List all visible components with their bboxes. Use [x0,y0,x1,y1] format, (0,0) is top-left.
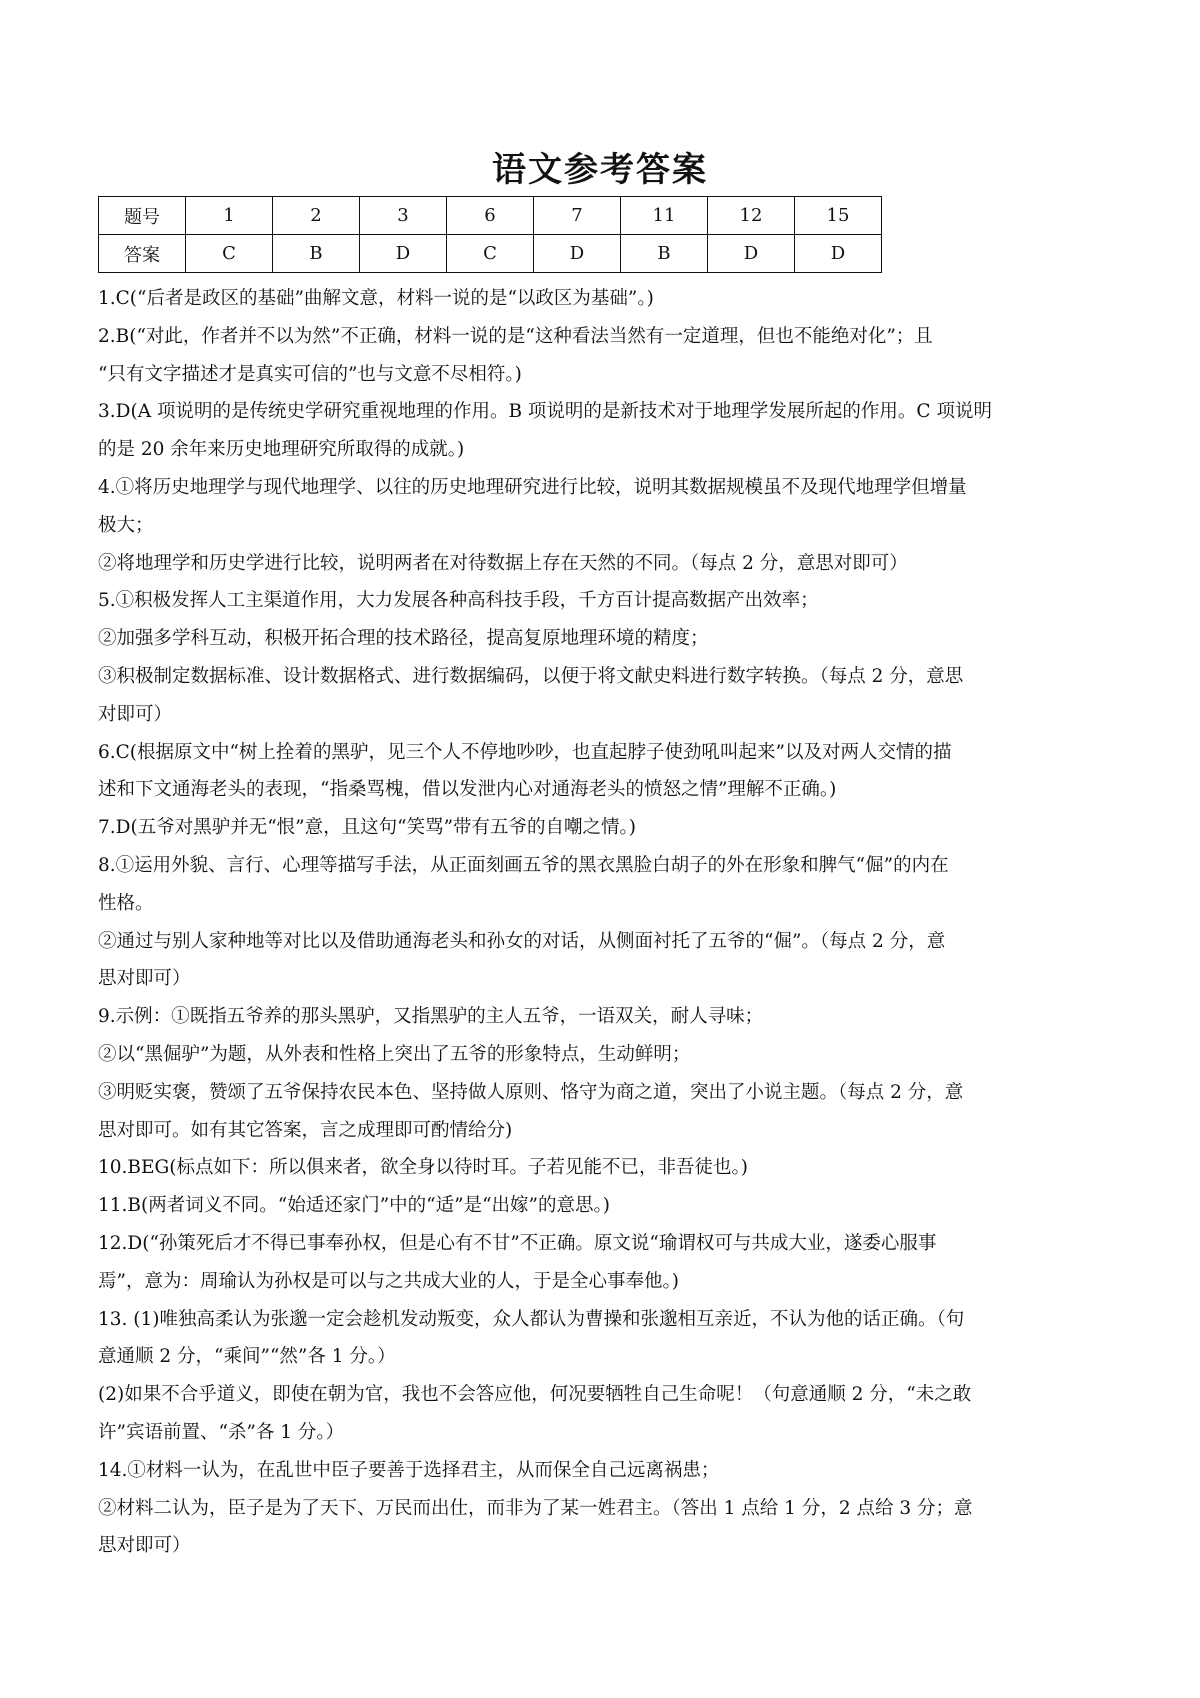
text-line: ②通过与别人家种地等对比以及借助通海老头和孙女的对话，从侧面衬托了五爷的“倔”。（每点 2 分，意 [98,930,946,952]
answer-explanations [98,280,1108,1565]
text-line: ②以“黑倔驴”为题，从外表和性格上突出了五爷的形象特点，生动鲜明； [98,1043,691,1065]
text-line: 12.D(“孙策死后才不得已事奉孙权，但是心有不甘”不正确。原文说“瑜谓权可与共成大业，遂委心服事 [98,1232,937,1254]
text-line: ②加强多学科互动，积极开拓合理的技术路径，提高复原地理环境的精度； [98,628,709,650]
text-line: 14.①材料一认为，在乱世中臣子要善于选择君主，从而保全自己远离祸患； [98,1459,720,1481]
text-line: 思对即可。如有其它答案，言之成理即可酌情给分) [98,1119,513,1141]
text-line: 10.BEG(标点如下：所以俱来者，欲全身以待时耳。子若见能不已，非吾徒也。) [98,1157,748,1179]
page-title: 语文参考答案 [492,150,708,190]
text-line: ③明贬实褒，赞颂了五爷保持农民本色、坚持做人原则、恪守为商之道，突出了小说主题。（每点 2 分，意 [98,1081,964,1103]
table-cell: C [186,235,273,273]
text-line: 思对即可） [98,1535,191,1557]
text-line: 3.D(A 项说明的是传统史学研究重视地理的作用。B 项说明的是新技术对于地理学发展所起的作用。C 项说明 [98,401,992,423]
text-line: 极大； [98,514,154,536]
table-cell: 6 [447,197,534,235]
text-line: 1.C(“后者是政区的基础”曲解文意，材料一说的是“以政区为基础”。) [98,288,654,309]
text-line: 述和下文通海老头的表现，“指桑骂槐，借以发泄内心对通海老头的愤怒之情”理解不正确。) [98,779,837,801]
table-cell: 11 [621,197,708,235]
text-line: ③积极制定数据标准、设计数据格式、进行数据编码，以便于将文献史料进行数字转换。（每点 2 分，意思 [98,665,964,687]
table-cell: B [621,235,708,273]
table-cell: B [273,235,360,273]
table-row-label: 题号 [99,197,186,235]
text-line: 的是 20 余年来历史地理研究所取得的成就。) [98,439,465,461]
text-line: 13. (1)唯独高柔认为张邈一定会趁机发动叛变，众人都认为曹操和张邈相互亲近，不认为他的话正确。（句 [98,1308,965,1330]
text-line: 意通顺 2 分，“乘间”“然”各 1 分。） [98,1346,396,1368]
text-line: 思对即可） [98,968,191,990]
table-row-label: 答案 [99,235,186,273]
text-line: 9.示例：①既指五爷养的那头黑驴，又指黑驴的主人五爷，一语双关，耐人寻味； [98,1006,764,1028]
table-cell: 7 [534,197,621,235]
text-line: 6.C(根据原文中“树上拴着的黑驴，见三个人不停地吵吵，也直起脖子使劲吼叫起来”以及对两人交情的描 [98,741,952,763]
text-line: 4.①将历史地理学与现代地理学、以往的历史地理研究进行比较，说明其数据规模虽不及现代地理学但增量 [98,476,967,498]
text-line: 2.B(“对此，作者并不以为然”不正确，材料一说的是“这种看法当然有一定道理，但也不能绝对化”；且 [98,325,933,347]
table-row-numbers [99,197,882,235]
table-cell: 3 [360,197,447,235]
table-cell: D [708,235,795,273]
text-line: ②材料二认为，臣子是为了天下、万民而出仕，而非为了某一姓君主。（答出 1 点给 1 分，2 点给 3 分；意 [98,1497,973,1519]
text-line: 5.①积极发挥人工主渠道作用，大力发展各种高科技手段，千方百计提高数据产出效率； [98,590,819,612]
text-line: 性格。 [98,892,154,914]
table-cell: D [360,235,447,273]
text-line: 8.①运用外貌、言行、心理等描写手法，从正面刻画五爷的黑衣黑脸白胡子的外在形象和脾气“倔”的内在 [98,854,949,876]
table-cell: 15 [795,197,882,235]
answer-table [98,196,882,273]
text-line: “只有文字描述才是真实可信的”也与文意不尽相符。) [98,363,522,385]
table-cell: 2 [273,197,360,235]
table-cell: 1 [186,197,273,235]
text-line: ②将地理学和历史学进行比较，说明两者在对待数据上存在天然的不同。（每点 2 分，意思对即可） [98,552,908,574]
text-line: (2)如果不合乎道义，即使在朝为官，我也不会答应他，何况要牺牲自己生命呢！（句意通顺 2 分，“未之敢 [98,1384,972,1406]
text-line: 焉”，意为：周瑜认为孙权是可以与之共成大业的人，于是全心事奉他。) [98,1270,679,1292]
table-cell: 12 [708,197,795,235]
table-row-answers [99,235,882,273]
table-cell: C [447,235,534,273]
table-cell: D [795,235,882,273]
table-cell: D [534,235,621,273]
text-line: 7.D(五爷对黑驴并无“恨”意，且这句“笑骂”带有五爷的自嘲之情。) [98,817,637,839]
text-line: 许”宾语前置、“杀”各 1 分。） [98,1421,345,1443]
text-line: 对即可） [98,703,173,725]
text-line: 11.B(两者词义不同。“始适还家门”中的“适”是“出嫁”的意思。) [98,1195,610,1217]
